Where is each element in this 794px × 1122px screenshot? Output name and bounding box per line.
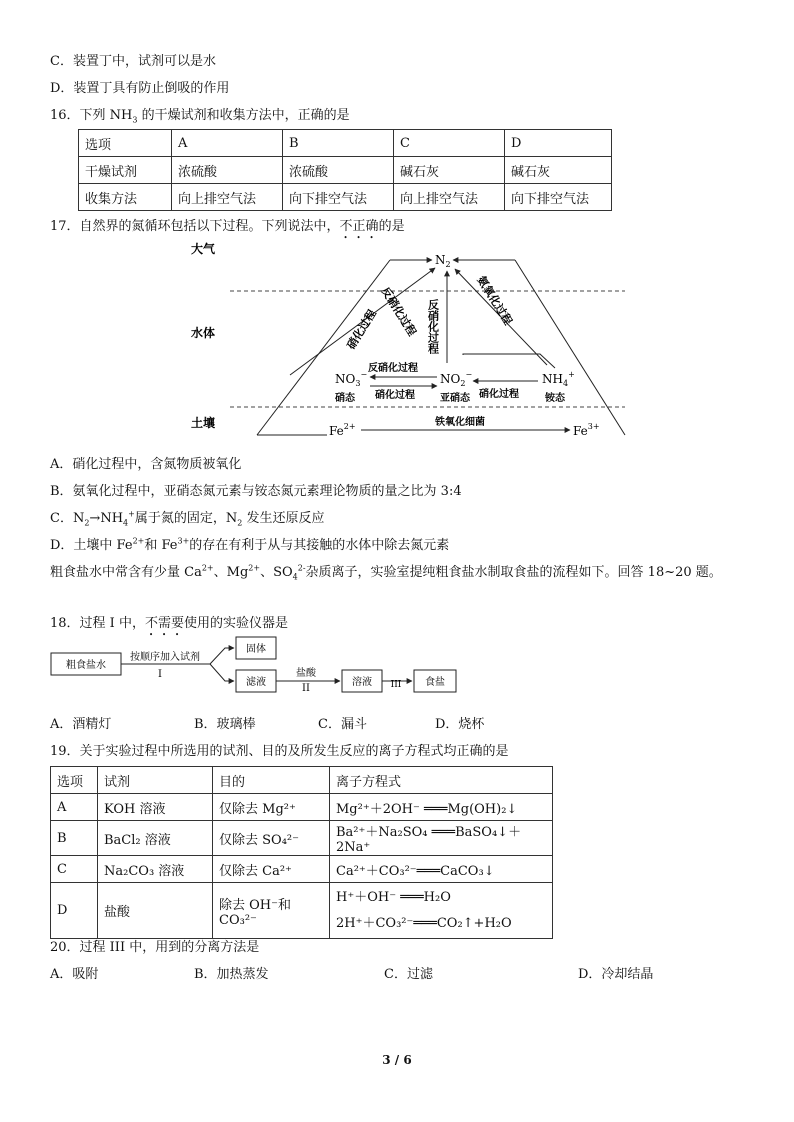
nitrogen-cycle-diagram xyxy=(185,235,635,445)
label-step1: 按顺序加入试剂 xyxy=(130,652,200,663)
section-intro: 粗食盐水中常含有少量 $Ca^{2+}$、$Mg^{2+}$、$SO_4^{2-}$杂质离子，实验室提纯粗食盐水制取食盐的流程如下。回答 18~20 题。 xyxy=(50,563,722,582)
label-nitrate-state: 硝态 xyxy=(335,393,355,404)
q19-stem: 19．关于实验过程中所选用的试剂、目的及所发生反应的离子方程式均正确的是 xyxy=(50,744,509,759)
label-nitrification-bottom: 硝化过程 xyxy=(375,390,415,401)
table-cell xyxy=(330,883,553,939)
table-cell: 除去 OH⁻和 CO₃²⁻ xyxy=(213,883,330,939)
table-header-cell: 选项 xyxy=(51,767,98,794)
q17-option-a: A．硝化过程中，含氮物质被氧化 xyxy=(50,457,242,472)
label-denitrification-left: 反硝化过程 xyxy=(378,284,419,339)
q20-option-b: B．加热蒸发 xyxy=(194,967,269,982)
table-cell: 碱石灰 xyxy=(505,157,612,184)
table-cell: 干燥试剂 xyxy=(79,157,172,184)
flow-branch-solid xyxy=(210,648,234,664)
table-cell: 收集方法 xyxy=(79,184,172,211)
label-step3-num: III xyxy=(390,680,402,690)
q17-stem: 17．自然界的氮循环包括以下过程。下列说法中，不正确的是 xyxy=(50,219,405,234)
n2-species: $N_2$ xyxy=(435,253,451,269)
q20-option-a: A．吸附 xyxy=(50,967,99,982)
table-row xyxy=(51,883,553,939)
equation-line: 2H⁺＋CO₃²⁻═══CO₂↑+H₂O xyxy=(336,915,512,931)
label-salt: 食盐 xyxy=(425,677,445,688)
table-cell: 向上排空气法 xyxy=(172,184,283,211)
label-solution: 溶液 xyxy=(352,677,372,688)
label-crude-brine: 粗食盐水 xyxy=(66,660,106,671)
table-cell: 仅除去 Ca²⁺ xyxy=(213,856,330,883)
table-header-cell: A xyxy=(172,130,283,157)
table-header-cell: B xyxy=(283,130,394,157)
table-row xyxy=(51,856,553,883)
fe3-species: $Fe^{3+}$ xyxy=(573,422,600,438)
fe2-species: $Fe^{2+}$ xyxy=(329,422,356,438)
q18-option-b: B．玻璃棒 xyxy=(194,717,256,732)
table-cell: 仅除去 Mg²⁺ xyxy=(213,794,330,821)
table-cell: 向下排空气法 xyxy=(283,184,394,211)
table-row xyxy=(51,821,553,856)
label-ammonium-state: 铵态 xyxy=(545,393,565,404)
table-cell: Mg²⁺＋2OH⁻ ═══Mg(OH)₂↓ xyxy=(330,794,553,821)
table-header-cell: 离子方程式 xyxy=(330,767,553,794)
label-filtrate: 滤液 xyxy=(246,677,266,688)
table-cell: B xyxy=(51,821,98,856)
table-cell: 碱石灰 xyxy=(394,157,505,184)
table-header-cell: C xyxy=(394,130,505,157)
label-iron-bacteria: 铁氧化细菌 xyxy=(435,417,485,428)
q17-option-d: D．土壤中 $Fe^{2+}$和 $Fe^{3+}$的存在有利于从与其接触的水体中除去氮元素 xyxy=(50,536,450,553)
table-cell: D xyxy=(51,883,98,939)
table-row xyxy=(51,794,553,821)
label-denitrification-top: 反硝化过程 xyxy=(426,299,440,354)
label-nitrite-state: 亚硝态 xyxy=(440,393,470,404)
q20-option-c: C．过滤 xyxy=(384,967,433,982)
table-cell: 盐酸 xyxy=(98,883,213,939)
table-row xyxy=(79,184,612,211)
q16-table xyxy=(78,129,612,211)
table-cell: Ba²⁺＋Na₂SO₄ ═══BaSO₄↓＋2Na⁺ xyxy=(330,821,553,856)
table-cell: 向下排空气法 xyxy=(505,184,612,211)
table-cell: Na₂CO₃ 溶液 xyxy=(98,856,213,883)
page-number: 3 / 6 xyxy=(382,1053,412,1067)
no3-species: $NO_3^-$ xyxy=(335,370,368,388)
table-header-cell: 试剂 xyxy=(98,767,213,794)
table-header-cell: D xyxy=(505,130,612,157)
table-header-cell: 目的 xyxy=(213,767,330,794)
q20-option-d: D．冷却结晶 xyxy=(578,967,654,982)
table-cell: 浓硫酸 xyxy=(172,157,283,184)
no2-species: $NO_2^-$ xyxy=(440,370,473,388)
layer-soil-label: 土壤 xyxy=(191,416,216,430)
layer-water-label: 水体 xyxy=(191,326,216,340)
outer-left-edge xyxy=(257,260,390,435)
bracket-nitrite-ammonium xyxy=(463,354,555,368)
outer-right-edge xyxy=(515,260,625,435)
label-step2: 盐酸 xyxy=(296,668,316,679)
flow-branch-filtrate xyxy=(210,664,234,681)
equation-line: H⁺＋OH⁻ ═══H₂O xyxy=(336,889,451,905)
table-cell: A xyxy=(51,794,98,821)
q15-option-c: C．装置丁中，试剂可以是水 xyxy=(50,54,216,69)
table-cell: 向上排空气法 xyxy=(394,184,505,211)
q18-option-a: A．酒精灯 xyxy=(50,717,112,732)
q16-stem: 16．下列 $NH_3$ 的干燥试剂和收集方法中，正确的是 xyxy=(50,108,350,125)
label-step2-num: II xyxy=(302,683,310,694)
table-cell: Ca²⁺＋CO₃²⁻═══CaCO₃↓ xyxy=(330,856,553,883)
table-row xyxy=(79,157,612,184)
layer-atmosphere-label: 大气 xyxy=(191,242,216,256)
label-nitrification-right: 硝化过程 xyxy=(479,389,519,400)
q18-option-c: C．漏斗 xyxy=(318,717,367,732)
q19-table xyxy=(50,766,553,939)
label-denitrification-mid: 反硝化过程 xyxy=(368,363,418,374)
table-cell: 仅除去 SO₄²⁻ xyxy=(213,821,330,856)
label-solid: 固体 xyxy=(246,644,266,655)
q15-option-d: D．装置丁具有防止倒吸的作用 xyxy=(50,81,230,96)
label-step1-num: I xyxy=(158,669,162,680)
table-header-cell: 选项 xyxy=(79,130,172,157)
purification-flowchart xyxy=(50,635,470,700)
q20-stem: 20．过程 III 中，用到的分离方法是 xyxy=(50,940,260,955)
q17-option-c: C．$N_2\to NH_4^+$属于氮的固定，$N_2$ 发生还原反应 xyxy=(50,509,325,528)
table-row xyxy=(79,130,612,157)
table-cell: C xyxy=(51,856,98,883)
nh4-species: $NH_4^+$ xyxy=(542,370,575,388)
label-nitrification-left: 硝化过程 xyxy=(344,307,379,352)
label-ammonia-oxidation: 氨氧化过程 xyxy=(474,273,515,328)
q18-option-d: D．烧杯 xyxy=(435,717,485,732)
table-cell: KOH 溶液 xyxy=(98,794,213,821)
table-cell: BaCl₂ 溶液 xyxy=(98,821,213,856)
q18-stem: 18．过程 I 中，不需要使用的实验仪器是 xyxy=(50,616,288,631)
q17-option-b: B．氨氧化过程中，亚硝态氮元素与铵态氮元素理论物质的量之比为 3:4 xyxy=(50,484,462,499)
table-cell: 浓硫酸 xyxy=(283,157,394,184)
table-row xyxy=(51,767,553,794)
